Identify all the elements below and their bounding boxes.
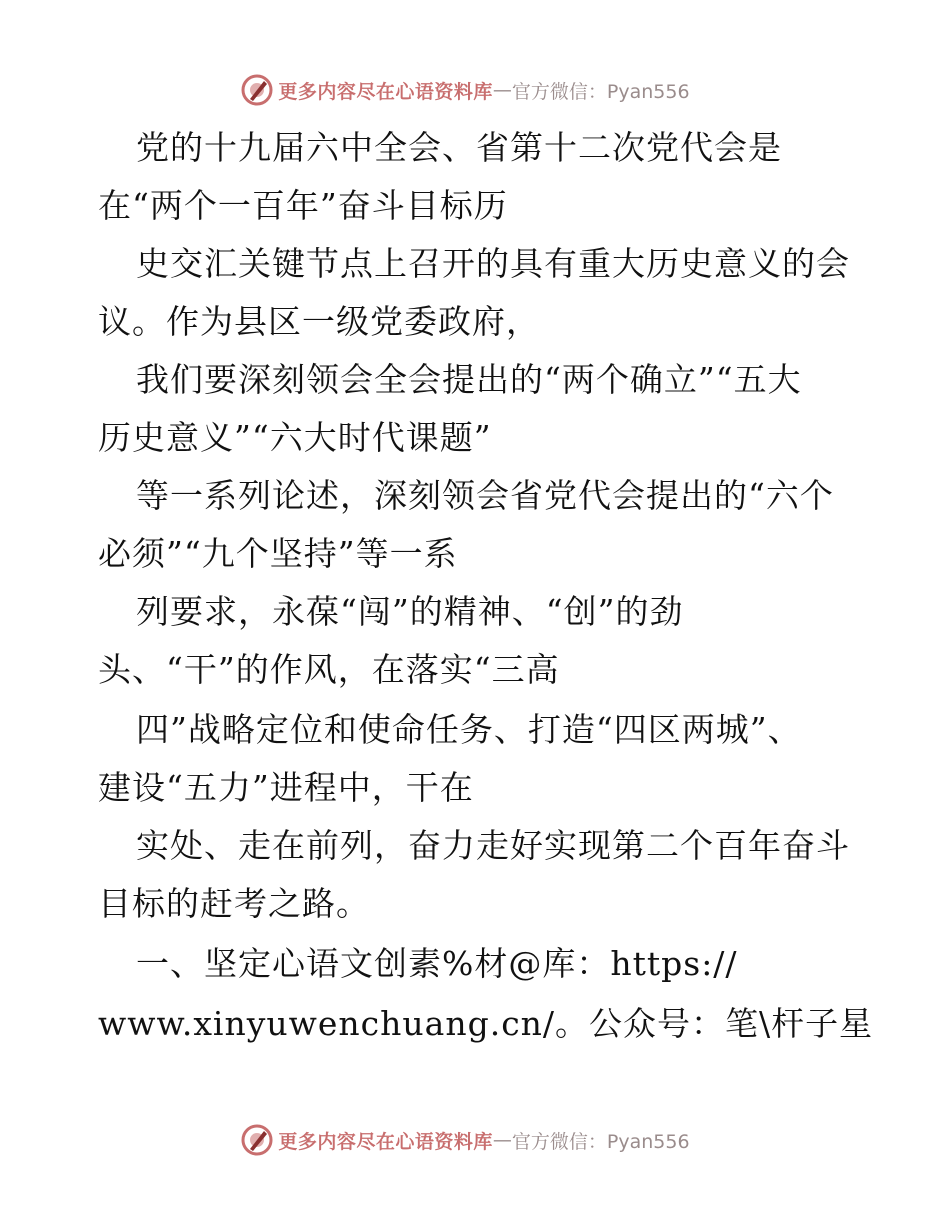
- watermark-main-text: 更多内容尽在心语资料库: [278, 1130, 493, 1153]
- paragraph-line: 史交汇关键节点上召开的具有重大历史意义的会: [136, 244, 850, 283]
- paragraph-line: www.xinyuwenchuang.cn/。公众号：笔\杆子星: [98, 1004, 874, 1043]
- paragraph-line: 头、“干”的作风，在落实“三高: [98, 650, 560, 689]
- paragraph-line: 必须”“九个坚持”等一系: [98, 534, 458, 573]
- paragraph-line: 列要求，永葆“闯”的精神、“创”的劲: [136, 592, 684, 631]
- footer-watermark: [0, 1120, 950, 1160]
- paragraph-line: 我们要深刻领会全会提出的“两个确立”“五大: [136, 360, 802, 399]
- watermark-dash: —: [492, 1129, 512, 1151]
- watermark-main-text: 更多内容尽在心语资料库: [278, 80, 493, 103]
- paragraph-line: 一、坚定心语文创素%材@库：https://: [136, 944, 738, 983]
- pen-circle-logo-icon: [240, 73, 274, 107]
- paragraph-line: 历史意义”“六大时代课题”: [98, 418, 492, 457]
- header-watermark: [0, 70, 950, 110]
- paragraph-line: 党的十九届六中全会、省第十二次党代会是: [136, 128, 782, 167]
- paragraph-line: 四”战略定位和使命任务、打造“四区两城”、: [136, 710, 802, 749]
- watermark-wechat-text: 官方微信：Pyan556: [511, 80, 690, 103]
- pen-circle-logo-icon: [240, 1123, 274, 1157]
- paragraph-line: 目标的赶考之路。: [98, 884, 370, 923]
- watermark-wechat-text: 官方微信：Pyan556: [511, 1130, 690, 1153]
- paragraph-line: 在“两个一百年”奋斗目标历: [98, 186, 508, 225]
- watermark-dash: —: [492, 79, 512, 101]
- paragraph-line: 等一系列论述，深刻领会省党代会提出的“六个: [136, 476, 834, 515]
- paragraph-line: 实处、走在前列，奋力走好实现第二个百年奋斗: [136, 826, 850, 865]
- paragraph-line: 议。作为县区一级党委政府，: [98, 302, 540, 341]
- paragraph-line: 建设“五力”进程中，干在: [98, 768, 474, 807]
